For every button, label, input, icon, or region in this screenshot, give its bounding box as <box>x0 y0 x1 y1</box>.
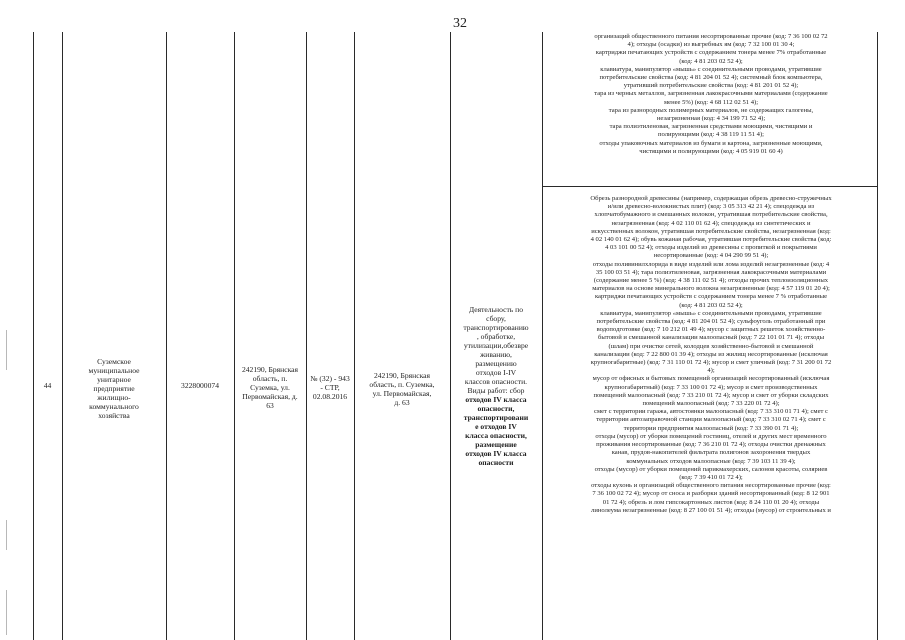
organization-name-line: жилищно- <box>97 392 131 402</box>
organization-name-line: коммунального <box>89 401 139 411</box>
activity-line: опасности, <box>477 404 515 413</box>
activity-address-line: 242190, Брянская <box>373 371 431 380</box>
waste-code-line: отходы кухонь и организаций общественного питания несортированные прочие (код: <box>591 482 831 490</box>
waste-code-line: крупногабаритный) (код: 7 33 100 01 72 4); мусор и смет производственных <box>604 383 818 391</box>
activity-line: опасности <box>478 458 514 467</box>
activity-line: класса опасности, <box>465 431 527 440</box>
activity-line: отходов I-IV <box>475 368 517 377</box>
activity-line: Деятельность по <box>468 305 524 314</box>
scan-edge-marks <box>0 0 14 640</box>
waste-code-line: 4); отходы (осадки) из выгребных ям (код: 7 32 100 01 30 4; <box>627 41 795 49</box>
legal-address-line: Суземка, ул. <box>250 382 290 392</box>
waste-code-line: 4 03 101 00 52 4); отходы изделий из древесины с пропиткой и покрытиями <box>605 244 817 252</box>
organization-name-line: предприятие <box>93 383 135 393</box>
waste-code-line: 4 02 140 01 62 4); обувь кожаная рабочая, утратившая потребительские свойства (код: <box>590 236 832 244</box>
waste-code-line: потребительские свойства (код: 4 81 204 01 52 4); сульфоуголь отработанный при <box>596 318 826 326</box>
waste-code-line: полирующими (код: 4 38 119 11 51 4); <box>658 131 764 139</box>
organization-name-line: Суземское <box>97 356 131 366</box>
waste-code-line: (содержание менее 5 %) (код: 4 38 111 02 51 4); отходы прочих теплоизоляционных <box>593 277 829 285</box>
waste-code-line: территории автозаправочной станции малоопасный (код: 7 33 310 02 71 4); смет с <box>596 416 826 424</box>
waste-code-line: материалов на основе минерального волокна незагрязненные (код: 4 57 119 01 20 4); <box>592 285 830 293</box>
waste-code-line: картриджи печатающих устройств с содержанием тонера менее 7% отработанные <box>595 49 827 57</box>
waste-code-line: незагрязненная (код: 4 02 110 01 62 4); спецодежда из синтетических и <box>611 219 811 227</box>
row-index: 44 <box>43 380 52 390</box>
waste-code-line: 35 100 03 51 4); тара полиэтиленовая, загрязненная лакокрасочными материалами <box>595 268 827 276</box>
activity-address-line: область, п. Суземка, <box>369 380 435 389</box>
page-number: 32 <box>453 16 467 31</box>
activity-line: утилизации,обезвре <box>463 341 529 350</box>
license-line: № (32) - 943 <box>310 373 350 383</box>
waste-code-line: проживания несортированные (код: 7 36 210 01 72 4); отходы очистки дренажных <box>596 441 826 449</box>
waste-code-line: канализации (код: 7 22 800 01 39 4); отходы из жилищ несортированные (исключая <box>594 350 828 358</box>
waste-code-line: тара из разнородных полимерных материалов, не содержащих галогены, <box>608 106 814 114</box>
waste-code-line: отходы упаковочных материалов из бумаги и картона, загрязненные моющими, <box>599 139 823 147</box>
waste-code-line: линолеума незагрязненные (код: 8 27 100 01 51 4); отходы (мусор) от строительных и <box>591 506 831 514</box>
activity-line: отходов IV класса <box>465 449 527 458</box>
organization-name <box>62 340 166 436</box>
waste-code-line: 7 36 100 02 72 4); мусор от сноса и разборки зданий несортированный (код: 8 12 901 <box>592 490 830 498</box>
activity-line: размещению <box>475 359 517 368</box>
activity-address-line: ул. Первомайская, <box>372 389 432 398</box>
activity-line: транспортированию <box>463 323 529 332</box>
waste-code-line: отходы поливинилхлорида в виде изделий или лома изделий незагрязненные (код: 4 <box>592 260 830 268</box>
activity-line: е отходов IV <box>475 422 517 431</box>
waste-code-line: (код: 4 81 203 02 52 4); <box>679 301 743 309</box>
activity-line: Виды работ: сбор <box>467 386 525 395</box>
legal-address-line: область, п. <box>252 373 288 383</box>
waste-code-line: помещений малоопасный (код: 7 33 220 01 72 4); <box>642 400 780 408</box>
legal-address-line: 242190, Брянская <box>241 364 299 374</box>
activity-line: , обработке, <box>476 332 516 341</box>
waste-code-line: водоподготовке (код: 7 10 212 01 49 4); мусор с защитных решеток хозяйственно- <box>596 326 826 334</box>
waste-codes-continued <box>550 33 872 156</box>
organization-name-line: унитарное <box>97 374 131 384</box>
waste-code-line: смет с территории гаража, автостоянки малоопасный (код: 7 33 310 01 71 4); смет с <box>594 408 828 416</box>
waste-code-line: и/или древесно-волокнистых плит) (код: 3 05 313 42 21 4); спецодежда из <box>607 203 815 211</box>
waste-code-line: (код: 4 81 203 02 52 4); <box>679 57 743 65</box>
waste-code-line: клавиатура, манипулятор «мышь» с соединительными проводами, утратившие <box>600 309 822 317</box>
activity-line: отходов IV класса <box>465 395 527 404</box>
waste-code-line: незагрязненная (код: 4 34 199 71 52 4); <box>656 115 766 123</box>
waste-code-line: хлопчатобумажного и смешанных волокон, утратившая потребительские свойства, <box>594 211 828 219</box>
waste-code-line: Обрезь разнородной древесины (например, содержащая обрезь древесно-стружечных <box>590 195 832 202</box>
waste-code-line: клавиатура, манипулятор «мышь» с соединительными проводами, утратившие <box>600 65 822 73</box>
activity-line: живанию, <box>480 350 512 359</box>
organization-name-line: хозяйства <box>98 410 130 420</box>
waste-code-line: (код: 7 39 410 01 72 4); <box>679 473 743 481</box>
license-line: - СТР, <box>320 382 340 392</box>
license-number <box>306 360 354 414</box>
waste-code-line: чистящими и полирующими (код: 4 05 919 01 60 4) <box>639 147 783 155</box>
waste-code-line: канав, прудов-накопителей фильтрата полигонов захоронения твердых <box>611 449 811 457</box>
waste-code-line: помещений малоопасный (код: 7 33 210 01 72 4); мусор и смет от уборки складских <box>593 391 829 399</box>
activity-line: транспортировани <box>463 413 529 422</box>
activity-address-line: д. 63 <box>394 398 410 407</box>
waste-code-line: коммунальных отходов малоопасные (код: 7 39 103 11 39 4); <box>626 457 796 465</box>
activity-line: размещение <box>475 440 517 449</box>
waste-code-line: крупногабаритные) (код: 7 31 110 01 72 4); мусор и смет уличный (код: 7 31 200 01 72 <box>590 359 832 367</box>
waste-code-line: несортированные (код: 4 04 290 99 51 4); <box>653 252 769 260</box>
waste-code-line: искусственных волокон, утратившая потребительские свойства, незагрязненная (код: <box>591 227 831 235</box>
waste-code-line: (шлам) при очистке сетей, колодцев хозяйственно-бытовой и смешанной <box>608 342 814 350</box>
waste-code-line: мусор от офисных и бытовых помещений организаций несортированный (исключая <box>592 375 830 383</box>
waste-code-line: утративший потребительские свойства (код: 4 81 201 01 52 4); <box>623 82 799 90</box>
waste-code-line: отходы (мусор) от уборки помещений гостиниц, отелей и других мест временного <box>595 432 827 440</box>
waste-code-line: отходы (мусор) от уборки помещений парикмахерских, салонов красоты, соляриев <box>594 465 828 473</box>
legal-address <box>234 352 306 422</box>
waste-codes-row-44 <box>550 195 872 515</box>
activity-line: сбору, <box>486 314 506 323</box>
inn-number: 3228000074 <box>181 380 219 390</box>
activity-line: классов опасности. <box>464 377 528 386</box>
waste-code-line: бытовой и смешанной канализации малоопасный (код: 7 22 101 01 71 4); отходы <box>597 334 825 342</box>
license-line: 02.08.2016 <box>312 391 348 401</box>
waste-code-line: тара из черных металлов, загрязненная лакокрасочными материалами (содержание <box>594 90 828 98</box>
waste-code-line: картриджи печатающих устройств с содержанием тонера менее 7 % отработанные <box>594 293 828 301</box>
activity-address <box>354 358 450 420</box>
waste-code-line: территории предприятия малоопасный (код: 7 33 390 01 71 4); <box>623 424 799 432</box>
waste-code-line: потребительские свойства (код: 4 81 204 01 52 4); системный блок компьютера, <box>599 74 823 82</box>
legal-address-line: Первомайская, д. <box>242 391 298 401</box>
legal-address-line: 63 <box>266 400 274 410</box>
activity-description <box>450 290 542 482</box>
waste-code-line: тара полиэтиленовая, загрязненная средствами моющими, чистящими и <box>609 123 813 131</box>
waste-code-line: организаций общественного питания несортированные прочие (код: 7 36 100 02 72 <box>594 33 828 40</box>
waste-code-line: 01 72 4); обрезь и лом гипсокартонных листов (код: 8 24 110 01 20 4); отходы <box>602 498 820 506</box>
organization-name-line: муниципальное <box>88 365 140 375</box>
waste-code-line: менее 5%) (код: 4 68 112 02 51 4); <box>663 98 759 106</box>
waste-code-line: 4); <box>707 367 715 375</box>
